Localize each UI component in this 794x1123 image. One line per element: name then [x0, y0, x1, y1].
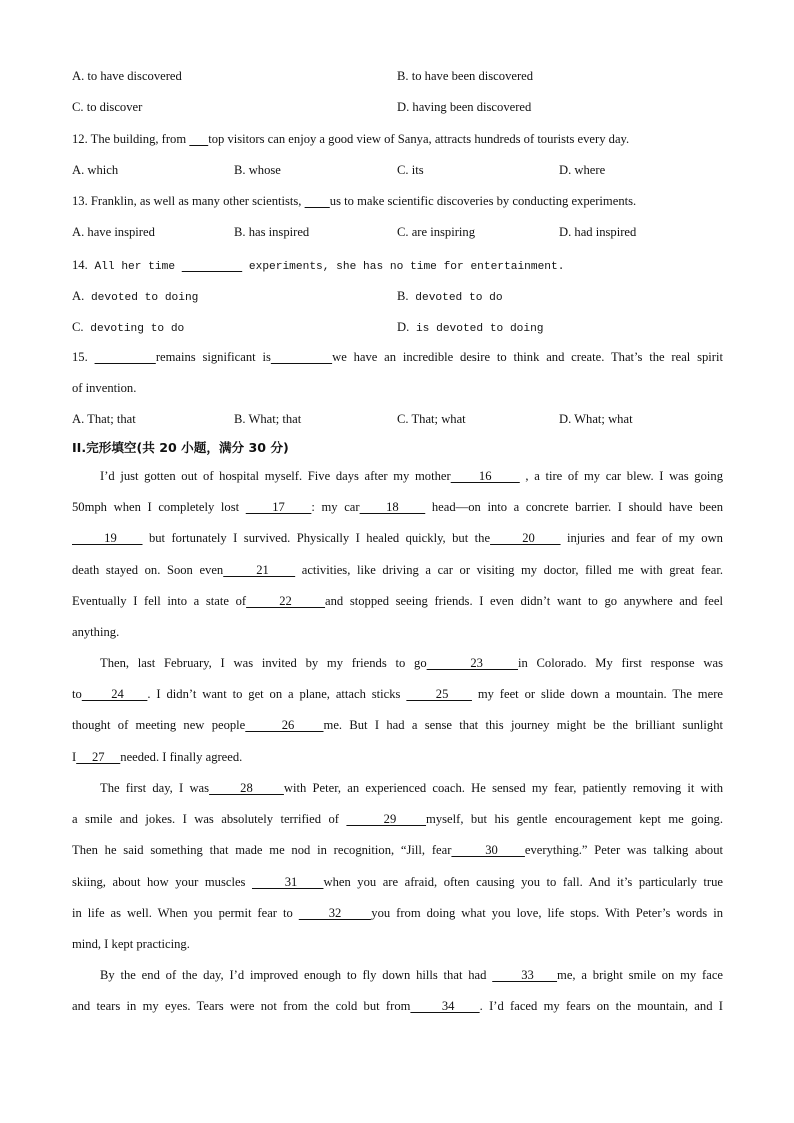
passage-line: skiing, about how your muscles 31 when you are afraid, often causing you to fall. And it’s particularly true [72, 875, 724, 889]
q13-option-b: B. has inspired [234, 225, 310, 239]
answer-blank: 29 [346, 812, 427, 826]
passage-line: thought of meeting new people 26 me. But I had a sense that this journey might be the brilliant sunlight [72, 718, 724, 732]
q12-option-b: B. whose [234, 163, 281, 177]
answer-blank: 28 [209, 781, 284, 795]
passage-line: I’d just gotten out of hospital myself. Five days after my mother 16 , a tire of my car blew. I was going [100, 469, 723, 483]
q15-option-b: B. What; that [234, 412, 302, 426]
answer-blank: 26 [245, 718, 324, 732]
answer-blank [189, 132, 208, 146]
answer-blank [95, 350, 156, 364]
q12-option-a: A. which [72, 163, 119, 177]
passage-line: mind, I kept practicing. [72, 937, 190, 951]
q13-option-c: C. are inspiring [397, 225, 475, 239]
passage-line: 19 but fortunately I survived. Physically I healed quickly, but the 20 injuries and fear of my own [72, 531, 723, 545]
q12-option-d: D. where [559, 163, 606, 177]
q13-option-d: D. had inspired [559, 225, 637, 239]
q12-option-c: C. its [397, 163, 424, 177]
q14-option-d: D. is devoted to doing [397, 320, 544, 335]
passage-line: to 24 . I didn’t want to get on a plane, attach sticks 25 my feet or slide down a mountain. The mere [72, 687, 723, 701]
answer-blank: 22 [246, 594, 326, 608]
answer-blank [271, 350, 332, 364]
answer-blank: 32 [298, 906, 372, 920]
section-heading: II.完形填空(共 20 小题，满分 30 分) [72, 440, 289, 455]
question-13-stem: 13. Franklin, as well as many other scientists, us to make scientific discoveries by conducting experiments. [72, 194, 637, 208]
answer-blank [305, 194, 330, 208]
answer-blank: 17 [245, 500, 312, 514]
passage-line: death stayed on. Soon even 21 activities, like driving a car or visiting my doctor, filled me with great fear. [72, 563, 723, 577]
passage-line: I 27 needed. I finally agreed. [72, 750, 243, 764]
answer-blank: 20 [490, 531, 561, 545]
answer-blank: 16 [450, 469, 520, 483]
answer-blank: 18 [359, 500, 426, 514]
q14-option-c: C. devoting to do [72, 320, 185, 335]
passage-line: and tears in my eyes. Tears were not from the cold but from 34 . I’d faced my fears on the mountain, and I [72, 999, 723, 1013]
passage-line: By the end of the day, I’d improved enough to fly down hills that had 33 me, a bright smile on my face [100, 968, 723, 982]
passage-line: in life as well. When you permit fear to 32 you from doing what you love, life stops. With Peter’s words in [72, 906, 723, 920]
q11-option-a: A. to have discovered [72, 69, 182, 83]
q13-option-a: A. have inspired [72, 225, 155, 239]
passage-line: The first day, I was 28 with Peter, an experienced coach. He sensed my fear, patiently removing it with [100, 781, 724, 795]
q15-option-c: C. That; what [397, 412, 466, 426]
answer-blank: 27 [76, 750, 121, 764]
answer-blank: 34 [410, 999, 480, 1013]
q14-option-a: A. devoted to doing [72, 289, 199, 304]
question-12-stem: 12. The building, from top visitors can enjoy a good view of Sanya, attracts hundreds of tourists every day. [72, 132, 630, 146]
answer-blank: 19 [72, 531, 143, 545]
answer-blank: 21 [223, 563, 296, 577]
q15-option-d: D. What; what [559, 412, 633, 426]
q14-option-b: B. devoted to do [397, 289, 503, 304]
passage-line: Then, last February, I was invited by my friends to go 23 in Colorado. My first response was [100, 656, 723, 670]
q11-option-d: D. having been discovered [397, 100, 532, 114]
question-14-stem: 14. All her time experiments, she has no time for entertainment. [72, 258, 565, 273]
answer-blank: 31 [251, 875, 324, 889]
passage-line: a smile and jokes. I was absolutely terrified of 29 myself, but his gentle encouragement kept me going. [72, 812, 723, 826]
answer-blank: 24 [81, 687, 148, 701]
passage-line: Eventually I fell into a state of 22 and stopped seeing friends. I even didn’t want to go anywhere and feel [72, 594, 723, 608]
q11-option-b: B. to have been discovered [397, 69, 534, 83]
answer-blank: 30 [451, 843, 525, 857]
q11-option-c: C. to discover [72, 100, 143, 114]
passage-line: 50mph when I completely lost 17 : my car 18 head—on into a concrete barrier. I should have been [72, 500, 724, 514]
question-15-stem: 15. remains significant is we have an incredible desire to think and create. That’s the real spirit [72, 350, 724, 364]
q15-option-a: A. That; that [72, 412, 136, 426]
answer-blank: 23 [426, 656, 518, 670]
answer-blank: 25 [406, 687, 472, 701]
passage-line: anything. [72, 625, 120, 639]
passage-line: Then he said something that made me nod in recognition, “Jill, fear 30 everything.” Peter was talking about [72, 843, 724, 857]
answer-blank [182, 261, 242, 273]
question-15-stem-continued: of invention. [72, 381, 137, 395]
answer-blank: 33 [492, 968, 558, 982]
